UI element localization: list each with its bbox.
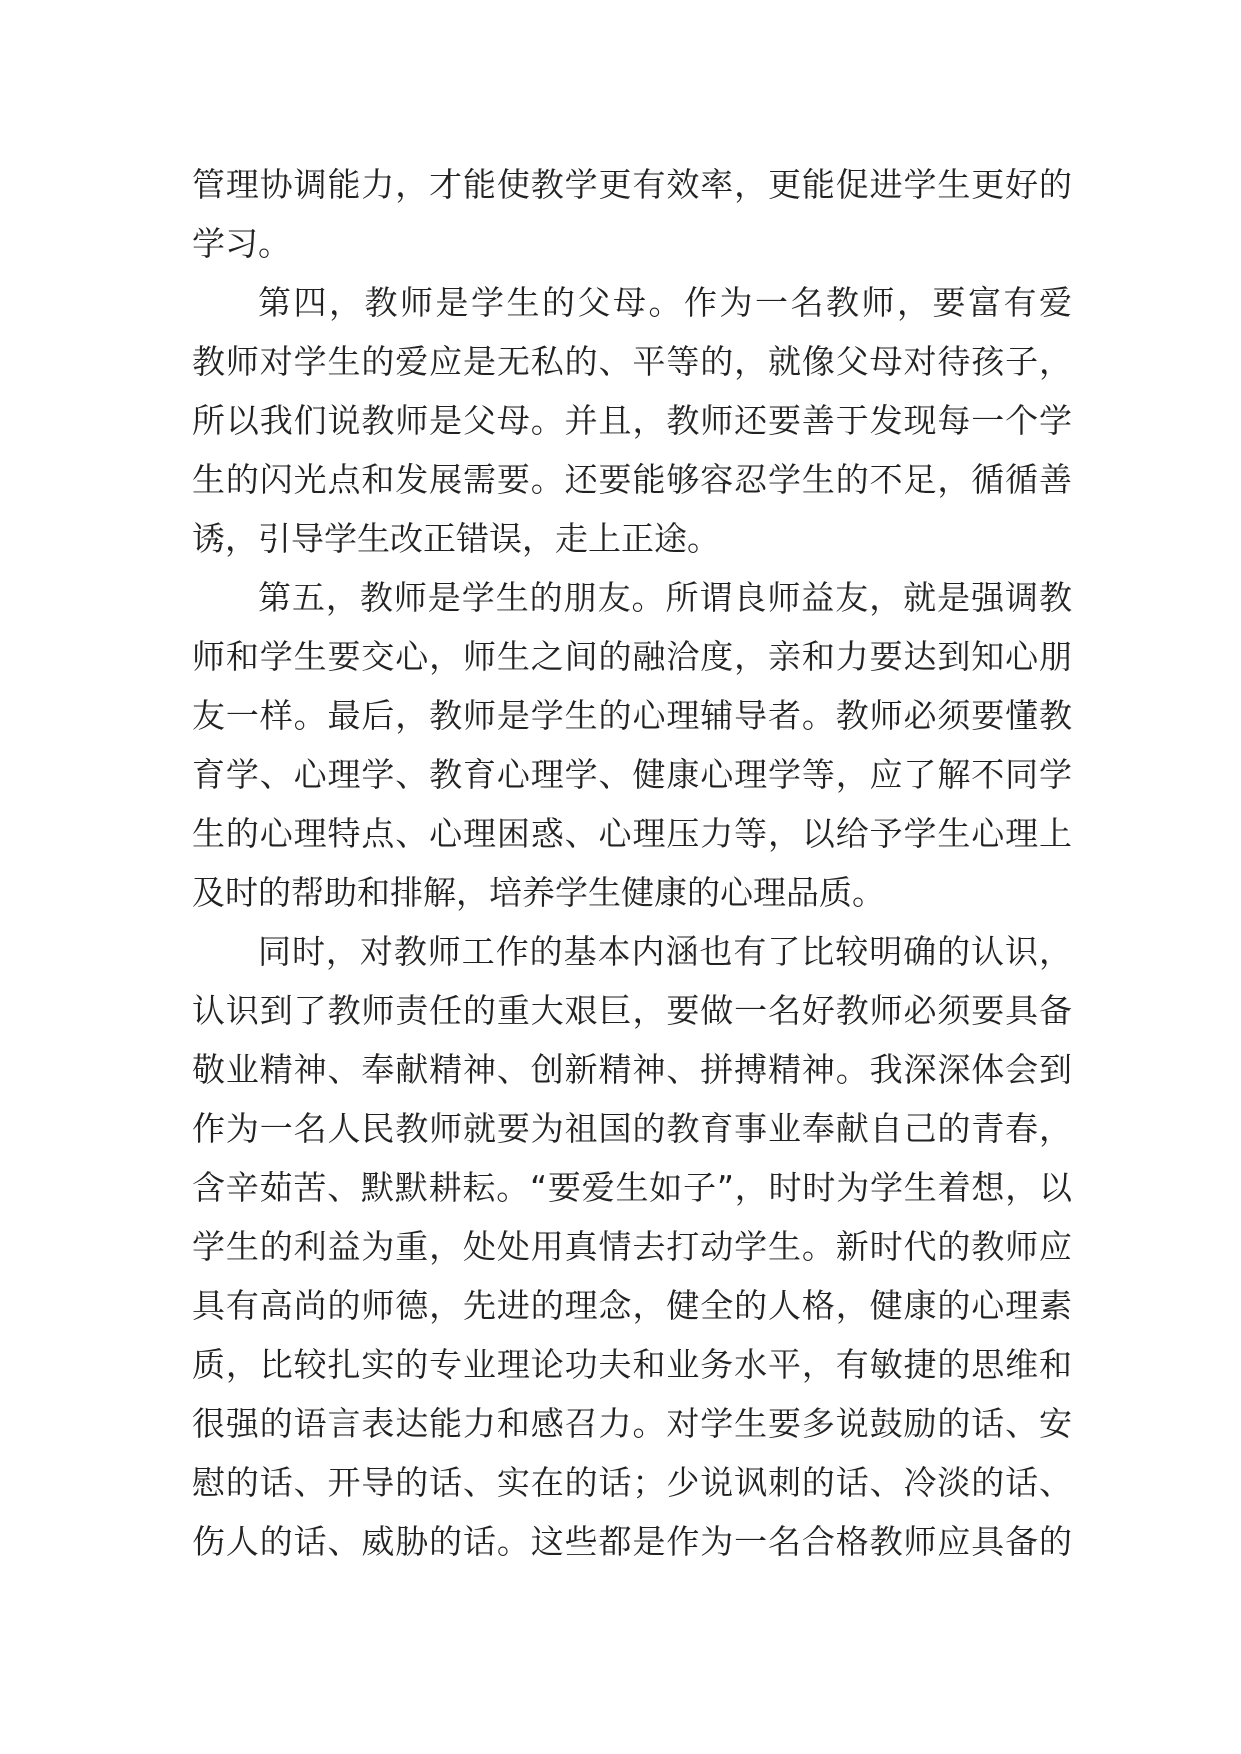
text-line: 诱，引导学生改正错误，走上正途。 — [192, 519, 720, 558]
text-line: 师和学生要交心，师生之间的融洽度，亲和力要达到知心朋 — [192, 637, 1072, 676]
text-line: 认识到了教师责任的重大艰巨，要做一名好教师必须要具备 — [192, 991, 1072, 1030]
paragraph-start-line: 第四，教师是学生的父母。作为一名教师，要富有爱 — [258, 283, 1072, 322]
text-line: 学习。 — [192, 224, 291, 263]
text-line: 很强的语言表达能力和感召力。对学生要多说鼓励的话、安 — [192, 1404, 1072, 1443]
text-line: 教师对学生的爱应是无私的、平等的，就像父母对待孩子， — [192, 342, 1072, 381]
text-line: 学生的利益为重，处处用真情去打动学生。新时代的教师应 — [192, 1227, 1072, 1266]
text-line: 生的心理特点、心理困惑、心理压力等，以给予学生心理上 — [192, 814, 1072, 853]
text-line: 作为一名人民教师就要为祖国的教育事业奉献自己的青春， — [192, 1109, 1072, 1148]
text-line: 伤人的话、威胁的话。这些都是作为一名合格教师应具备的 — [192, 1522, 1072, 1561]
text-line: 含辛茹苦、默默耕耘。“要爱生如子”，时时为学生着想，以 — [192, 1168, 1072, 1207]
paragraph-start-line: 同时，对教师工作的基本内涵也有了比较明确的认识， — [258, 932, 1072, 971]
body-text — [192, 155, 1072, 1571]
text-line: 生的闪光点和发展需要。还要能够容忍学生的不足，循循善 — [192, 460, 1072, 499]
text-line: 及时的帮助和排解，培养学生健康的心理品质。 — [192, 873, 885, 912]
text-line: 慰的话、开导的话、实在的话；少说讽刺的话、冷淡的话、 — [192, 1463, 1072, 1502]
text-line: 具有高尚的师德，先进的理念，健全的人格，健康的心理素 — [192, 1286, 1072, 1325]
paragraph-start-line: 第五，教师是学生的朋友。所谓良师益友，就是强调教 — [258, 578, 1072, 617]
text-line: 育学、心理学、教育心理学、健康心理学等，应了解不同学 — [192, 755, 1072, 794]
text-line: 质，比较扎实的专业理论功夫和业务水平，有敏捷的思维和 — [192, 1345, 1072, 1384]
text-line: 敬业精神、奉献精神、创新精神、拼搏精神。我深深体会到 — [192, 1050, 1072, 1089]
text-line: 所以我们说教师是父母。并且，教师还要善于发现每一个学 — [192, 401, 1072, 440]
text-line: 友一样。最后，教师是学生的心理辅导者。教师必须要懂教 — [192, 696, 1072, 735]
text-line: 管理协调能力，才能使教学更有效率，更能促进学生更好的 — [192, 165, 1072, 204]
